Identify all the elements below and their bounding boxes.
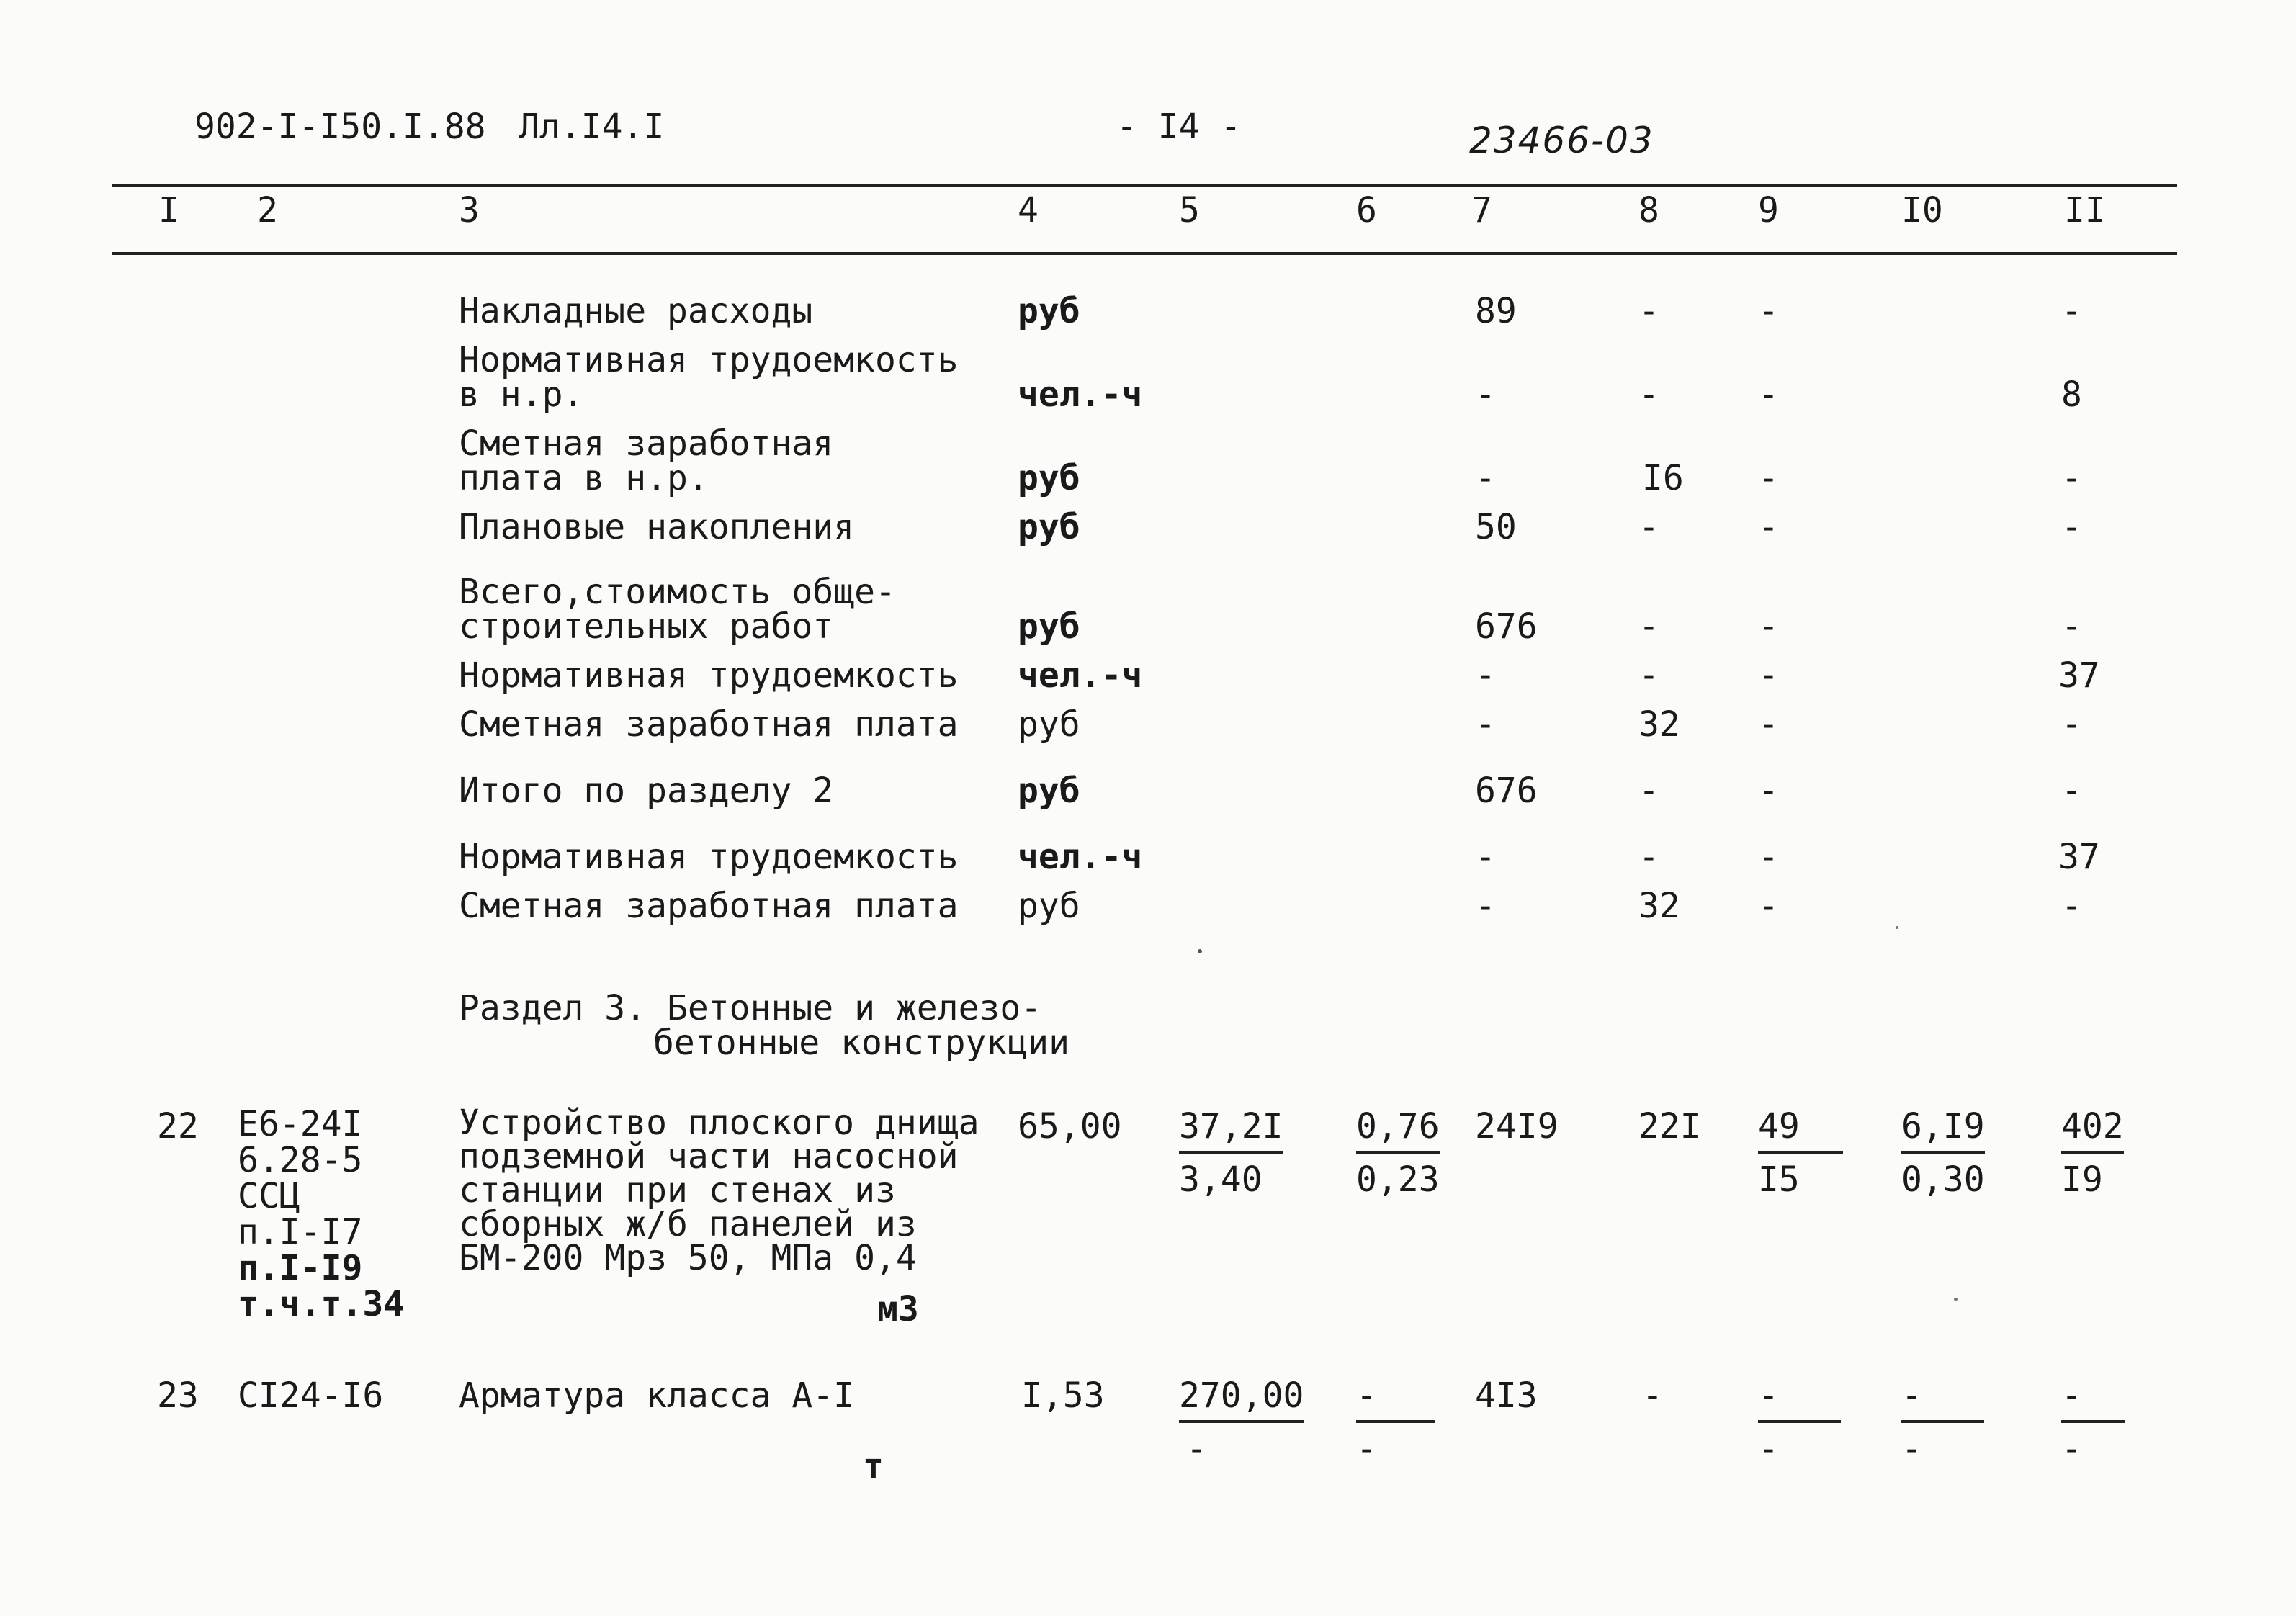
header-top-rule <box>112 184 2177 187</box>
col-num-6: 6 <box>1356 190 1377 230</box>
col11-bottom: I9 <box>2061 1159 2103 1200</box>
col11-top: 402 <box>2061 1109 2124 1154</box>
row-unit: руб <box>1018 606 1080 647</box>
item-code: п.I-I9 <box>238 1248 363 1288</box>
row-col7: 50 <box>1475 507 1517 547</box>
col10-bottom: - <box>1901 1429 1922 1469</box>
item-code: CI24-I6 <box>238 1375 384 1416</box>
row-unit: руб <box>1018 291 1080 331</box>
col10-fraction <box>1901 1106 1985 1200</box>
item-code: ССЦ <box>238 1176 300 1216</box>
row-col7: - <box>1475 655 1496 696</box>
col9-top: - <box>1758 1378 1841 1423</box>
row-label-line2: в н.р. <box>459 374 584 415</box>
item-code: т.ч.т.34 <box>238 1284 405 1324</box>
scan-speck <box>1954 1298 1958 1301</box>
desc-line: Устройство плоского днища <box>459 1103 979 1143</box>
row-col11: 37 <box>2058 655 2100 696</box>
col11-fraction <box>2061 1375 2125 1469</box>
item-description: Арматура класса А-I <box>459 1375 855 1416</box>
row-unit: руб <box>1018 507 1080 547</box>
row-col9: - <box>1758 374 1779 415</box>
row-col8: 32 <box>1638 704 1680 745</box>
row-col8: - <box>1638 291 1659 331</box>
col-num-3: 3 <box>459 190 480 230</box>
item-code: п.I-I7 <box>238 1212 363 1252</box>
desc-line: станции при стенах из <box>459 1170 896 1211</box>
row-col11: - <box>2061 886 2082 926</box>
col9-fraction <box>1758 1375 1841 1469</box>
col-num-5: 5 <box>1179 190 1200 230</box>
row-col8: - <box>1638 655 1659 696</box>
row-label: Нормативная трудоемкость <box>459 655 959 696</box>
row-col9: - <box>1758 704 1779 745</box>
item-col7: 4I3 <box>1475 1375 1538 1416</box>
col9-top: 49 <box>1758 1109 1843 1154</box>
item-unit: т <box>863 1446 884 1486</box>
col9-bottom: I5 <box>1758 1159 1800 1200</box>
row-col7: - <box>1475 458 1496 498</box>
row-label: Итого по разделу 2 <box>459 771 834 811</box>
header-bottom-rule <box>112 252 2177 255</box>
desc-line: БМ-200 Мрз 50, МПа 0,4 <box>459 1238 917 1278</box>
row-label-line2: строительных работ <box>459 606 834 647</box>
row-col9: - <box>1758 291 1779 331</box>
row-col8: - <box>1638 606 1659 647</box>
col-num-7: 7 <box>1471 190 1492 230</box>
row-col7: - <box>1475 374 1496 415</box>
col5-top: 37,2I <box>1179 1109 1283 1154</box>
col9-fraction <box>1758 1106 1843 1200</box>
col-num-8: 8 <box>1638 190 1659 230</box>
row-label: Плановые накопления <box>459 507 855 547</box>
row-col8: - <box>1638 771 1659 811</box>
row-label: Нормативная трудоемкость <box>459 837 959 877</box>
col5-fraction <box>1179 1106 1283 1200</box>
col5-bottom: 3,40 <box>1179 1159 1263 1200</box>
row-col11: - <box>2061 458 2082 498</box>
row-col8: - <box>1638 507 1659 547</box>
item-unit: м3 <box>877 1289 919 1329</box>
item-codes <box>238 1106 404 1322</box>
sheet-number: Лл.I4.I <box>519 107 665 147</box>
row-col8: 32 <box>1638 886 1680 926</box>
col11-top: - <box>2061 1378 2125 1423</box>
col10-bottom: 0,30 <box>1901 1159 1985 1200</box>
row-col9: - <box>1758 507 1779 547</box>
col6-fraction <box>1356 1106 1440 1200</box>
item-col8: - <box>1642 1375 1663 1416</box>
row-col11: 37 <box>2058 837 2100 877</box>
row-col7: - <box>1475 886 1496 926</box>
col-num-4: 4 <box>1018 190 1039 230</box>
row-label: Накладные расходы <box>459 291 813 331</box>
col5-bottom: - <box>1186 1429 1207 1469</box>
item-quantity: 65,00 <box>1018 1106 1122 1146</box>
col10-fraction <box>1901 1375 1984 1469</box>
row-label: Сметная заработная плата <box>459 704 959 745</box>
col-num-9: 9 <box>1758 190 1779 230</box>
row-unit: руб <box>1018 886 1080 926</box>
page-number: - I4 - <box>1116 107 1242 147</box>
row-label: Сметная заработная плата <box>459 886 959 926</box>
handwritten-number: 23466-03 <box>1469 120 1654 161</box>
row-col7: 676 <box>1475 606 1538 647</box>
item-number: 22 <box>157 1106 199 1146</box>
section-heading-line2: бетонные конструкции <box>653 1023 1069 1063</box>
col6-bottom: 0,23 <box>1356 1159 1440 1200</box>
col5-fraction <box>1179 1375 1304 1469</box>
col-num-10: I0 <box>1901 190 1943 230</box>
col6-bottom: - <box>1356 1429 1377 1469</box>
col11-fraction <box>2061 1106 2124 1200</box>
item-col7: 24I9 <box>1475 1106 1559 1146</box>
row-col11: - <box>2061 771 2082 811</box>
row-col9: - <box>1758 771 1779 811</box>
row-col7: 676 <box>1475 771 1538 811</box>
section-heading-line1: Раздел 3. Бетонные и железо- <box>459 988 1042 1028</box>
document-code: 902-I-I50.I.88 <box>194 107 486 147</box>
row-unit: чел.-ч <box>1018 374 1143 415</box>
scan-speck <box>1896 926 1898 929</box>
row-col11: - <box>2061 291 2082 331</box>
col-num-11: II <box>2064 190 2106 230</box>
row-col11: 8 <box>2061 374 2082 415</box>
scan-speck <box>1198 949 1202 953</box>
row-col11: - <box>2061 704 2082 745</box>
row-label-line1: Нормативная трудоемкость <box>459 340 959 380</box>
row-col11: - <box>2061 606 2082 647</box>
col-num-2: 2 <box>257 190 278 230</box>
row-col9: - <box>1758 655 1779 696</box>
row-unit: руб <box>1018 458 1080 498</box>
col11-bottom: - <box>2061 1429 2082 1469</box>
desc-line: подземной части насосной <box>459 1136 959 1177</box>
row-col9: - <box>1758 886 1779 926</box>
col10-top: - <box>1901 1378 1984 1423</box>
col6-top: 0,76 <box>1356 1109 1440 1154</box>
col5-top: 270,00 <box>1179 1378 1304 1423</box>
item-code: 6.28-5 <box>238 1140 363 1180</box>
item-quantity: I,53 <box>1021 1375 1105 1416</box>
item-code: Е6-24I <box>238 1104 363 1144</box>
row-label-line1: Всего,стоимость обще- <box>459 572 896 612</box>
row-col9: - <box>1758 606 1779 647</box>
row-col7: 89 <box>1475 291 1517 331</box>
row-unit: руб <box>1018 771 1080 811</box>
col-num-1: I <box>158 190 179 230</box>
row-col9: - <box>1758 458 1779 498</box>
row-col11: - <box>2061 507 2082 547</box>
desc-line: сборных ж/б панелей из <box>459 1204 917 1244</box>
col10-top: 6,I9 <box>1901 1109 1985 1154</box>
item-description <box>459 1103 979 1278</box>
row-unit: руб <box>1018 704 1080 745</box>
row-label-line2: плата в н.р. <box>459 458 709 498</box>
row-unit: чел.-ч <box>1018 655 1143 696</box>
row-unit: чел.-ч <box>1018 837 1143 877</box>
item-col8: 22I <box>1638 1106 1701 1146</box>
col9-bottom: - <box>1758 1429 1779 1469</box>
row-col9: - <box>1758 837 1779 877</box>
col6-fraction <box>1356 1375 1435 1469</box>
row-col7: - <box>1475 704 1496 745</box>
row-label-line1: Сметная заработная <box>459 423 834 464</box>
row-col7: - <box>1475 837 1496 877</box>
row-col8: - <box>1638 837 1659 877</box>
row-col8: I6 <box>1642 458 1684 498</box>
row-col8: - <box>1638 374 1659 415</box>
col6-top: - <box>1356 1378 1435 1423</box>
item-number: 23 <box>157 1375 199 1416</box>
